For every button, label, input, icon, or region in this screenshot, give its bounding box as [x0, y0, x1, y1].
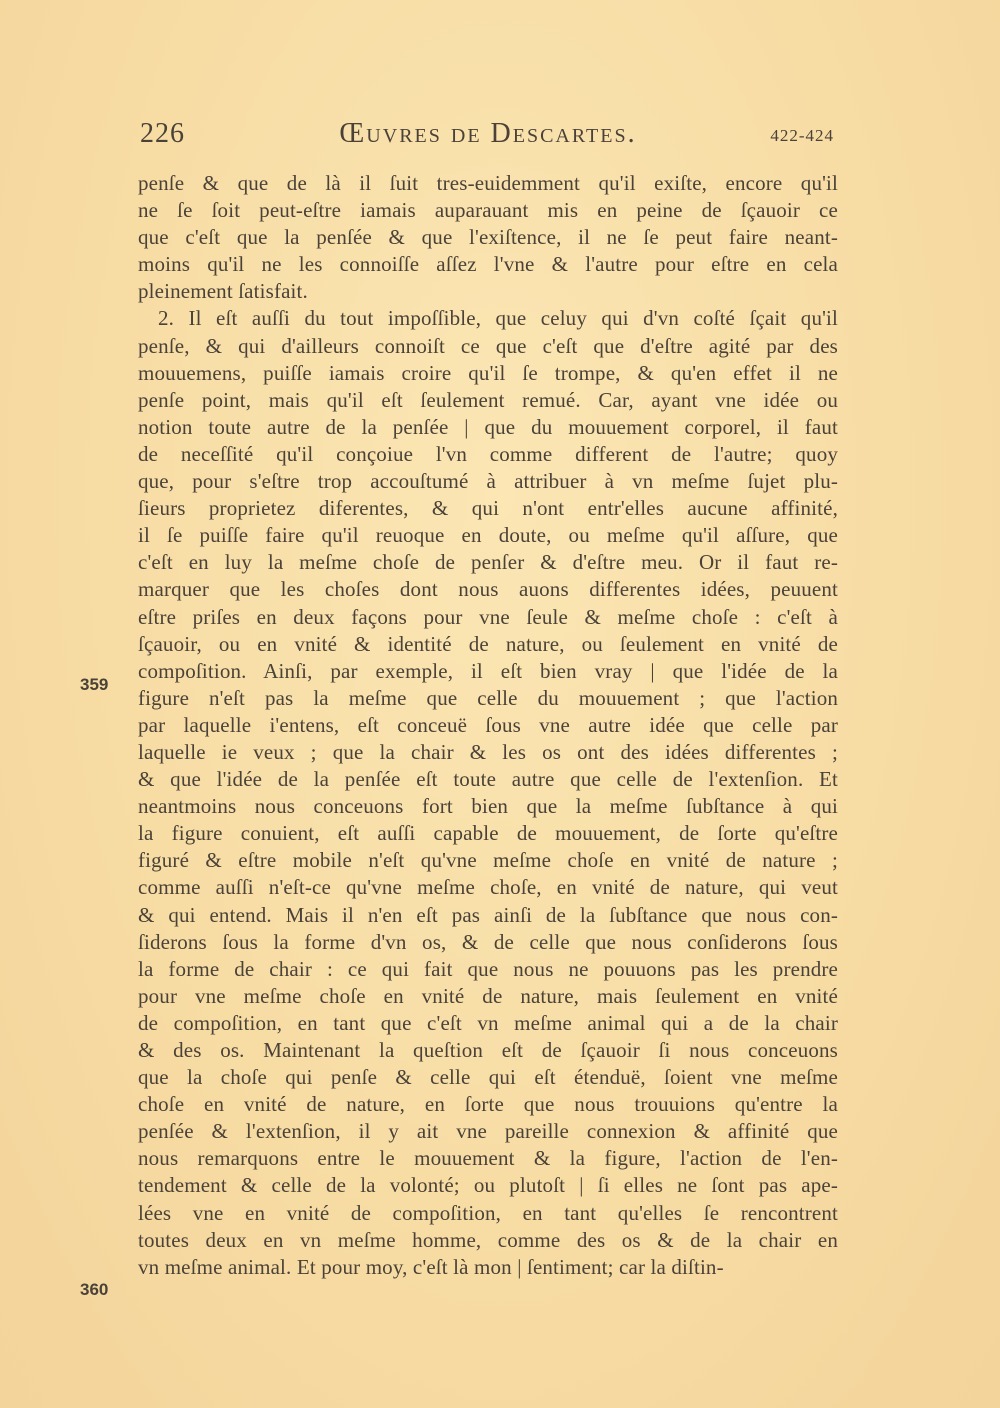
page-number: 226	[140, 118, 185, 149]
text-line: pleinement ſatisfait.	[138, 279, 308, 304]
text-line: figure n'eſt pas la meſme que celle du mouuement ; que l'action	[138, 685, 838, 710]
text-line: & des os. Maintenant la queſtion eſt de ſçauoir ſi nous conceuons	[138, 1038, 838, 1062]
text-line: par laquelle i'entens, eſt conceuë ſous vne autre idée que celle par	[138, 712, 838, 737]
text-line: choſe en vnité de nature, en ſorte que nous trouuions qu'entre la	[138, 1092, 838, 1117]
text-line: 2. Il eſt auſſi du tout impoſſible, que celuy qui d'vn coſté ſçait qu'il	[158, 306, 838, 331]
text-line: de compoſition, en tant que c'eſt vn meſme animal qui a de la chair	[138, 1010, 838, 1035]
text-line: ne ſe ſoit peut-eſtre iamais auparauant mis en peine de ſçauoir ce	[138, 198, 838, 223]
text-line: laquelle ie veux ; que la chair & les os ont des idées differentes ;	[138, 739, 838, 764]
text-line: penſée & l'extenſion, il y ait vne pareille connexion & affinité que	[138, 1119, 838, 1144]
text-line: que c'eſt que la penſée & que l'exiſtence, il ne ſe peut faire neant-	[138, 225, 838, 250]
text-line: ſçauoir, ou en vnité & identité de nature, ou ſeulement en vnité de	[138, 631, 838, 656]
text-line: lées vne en vnité de compoſition, en tant qu'elles ſe rencontrent	[138, 1200, 838, 1225]
text-line: vn meſme animal. Et pour moy, c'eſt là mon | ſentiment; car la diſtin-	[138, 1254, 724, 1279]
text-line: la forme de chair : ce qui fait que nous ne pouuons pas les prendre	[138, 956, 838, 981]
margin-number: 359	[80, 675, 109, 694]
text-line: neantmoins nous conceuons fort bien que la meſme ſubſtance à qui	[138, 794, 838, 819]
text-line: ſiderons ſous la forme d'vn os, & de celle que nous conſiderons ſous	[138, 929, 838, 954]
body-text	[138, 170, 838, 1281]
margin-number: 360	[80, 1280, 109, 1299]
text-line: penſe point, mais qu'il eſt ſeulement remué. Car, ayant vne idée ou	[138, 387, 838, 412]
text-line: & qui entend. Mais il n'en eſt pas ainſi de la ſubſtance que nous con-	[138, 902, 838, 927]
page-header	[138, 118, 838, 158]
text-line: notion toute autre de la penſée | que du mouuement corporel, il faut	[138, 414, 838, 439]
text-line: toutes deux en vn meſme homme, comme des os & de la chair en	[138, 1227, 838, 1252]
text-line: ſieurs proprietez diferentes, & qui n'ont entr'elles aucune affinité,	[138, 496, 838, 521]
text-line: eſtre priſes en deux façons pour vne ſeule & meſme choſe : c'eſt à	[138, 604, 838, 629]
reference-range: 422-424	[770, 126, 834, 145]
text-line: moins qu'il ne les connoiſſe aſſez l'vne & l'autre pour eſtre en cela	[138, 252, 838, 277]
text-line: compoſition. Ainſi, par exemple, il eſt bien vray | que l'idée de la	[138, 658, 838, 683]
text-line: nous remarquons entre le mouuement & la figure, l'action de l'en-	[138, 1146, 838, 1171]
text-line: la figure conuient, eſt auſſi capable de mouuement, de ſorte qu'eſtre	[138, 821, 838, 846]
text-line: penſe, & qui d'ailleurs connoiſt ce que c'eſt que d'eſtre agité par des	[138, 333, 838, 358]
text-line: comme auſſi n'eſt-ce qu'vne meſme choſe, en vnité de nature, qui veut	[138, 875, 838, 900]
text-line: penſe & que de là il ſuit tres-euidemment qu'il exiſte, encore qu'il	[138, 171, 838, 195]
text-line: de neceſſité qu'il conçoiue l'vn comme different de l'autre; quoy	[138, 441, 838, 466]
text-line: mouuemens, puiſſe iamais croire qu'il ſe trompe, & qu'en effet il ne	[138, 360, 838, 385]
text-line: que, pour s'eſtre trop accouſtumé à attribuer à vn meſme ſujet plu-	[138, 469, 838, 494]
text-line: c'eſt en luy la meſme choſe de penſer & d'eſtre meu. Or il faut re-	[138, 550, 838, 575]
running-title: Œuvres de Descartes.	[339, 118, 637, 149]
text-line: & que l'idée de la penſée eſt toute autre que celle de l'extenſion. Et	[138, 767, 838, 792]
text-line: il ſe puiſſe faire qu'il reuoque en doute, ou meſme qu'il aſſure, que	[138, 523, 838, 548]
text-line: que la choſe qui penſe & celle qui eſt étenduë, ſoient vne meſme	[138, 1065, 838, 1090]
text-line: figuré & eſtre mobile n'eſt qu'vne meſme choſe en vnité de nature ;	[138, 848, 838, 873]
text-line: tendement & celle de la volonté; ou plutoſt | ſi elles ne ſont pas ape-	[138, 1173, 838, 1198]
text-line: marquer que les choſes dont nous auons differentes idées, peuuent	[138, 577, 838, 602]
text-line: pour vne meſme choſe en vnité de nature, mais ſeulement en vnité	[138, 983, 838, 1008]
